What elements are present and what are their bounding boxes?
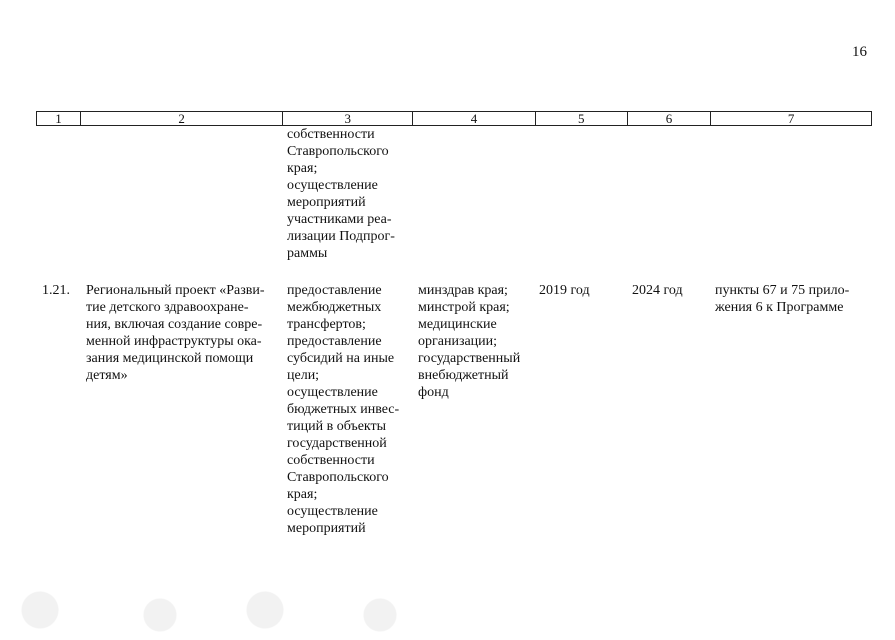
- cell-line: государственной: [287, 436, 387, 451]
- end-year: 2024 год: [632, 283, 683, 298]
- scan-noise: [0, 580, 895, 640]
- cell-line: края;: [287, 487, 318, 502]
- cell-line: пункты 67 и 75 прило-: [715, 283, 850, 298]
- executors-cell: [418, 282, 530, 401]
- cell-line: детям»: [86, 368, 128, 383]
- cell-line: предоставление: [287, 283, 382, 298]
- header-col-5: 5: [536, 112, 628, 125]
- header-col-1: 1: [37, 112, 81, 125]
- cell-line: собственности: [287, 127, 375, 142]
- header-col-2: 2: [81, 112, 284, 125]
- table-header-row: [36, 111, 872, 126]
- header-col-3: 3: [283, 112, 413, 125]
- cell-line: края;: [287, 161, 318, 176]
- cell-line: предоставление: [287, 334, 382, 349]
- cell-line: Ставропольского: [287, 470, 389, 485]
- cell-line: трансфертов;: [287, 317, 366, 332]
- cell-line: минстрой края;: [418, 300, 510, 315]
- cell-line: осуществление: [287, 178, 378, 193]
- continuation-mechanism-cell: [287, 126, 406, 262]
- cell-line: участниками реа-: [287, 212, 392, 227]
- cell-line: жения 6 к Программе: [715, 300, 844, 315]
- cell-line: бюджетных инвес-: [287, 402, 400, 417]
- cell-line: Региональный проект «Разви-: [86, 283, 265, 298]
- cell-line: медицинские: [418, 317, 497, 332]
- cell-line: тие детского здравоохране-: [86, 300, 249, 315]
- row-number: 1.21.: [42, 283, 70, 298]
- cell-line: менной инфраструктуры ока-: [86, 334, 262, 349]
- cell-line: мероприятий: [287, 521, 366, 536]
- cell-line: зания медицинской помощи: [86, 351, 254, 366]
- project-name-cell: [86, 282, 276, 384]
- cell-line: минздрав края;: [418, 283, 508, 298]
- cell-line: государственный: [418, 351, 521, 366]
- cell-line: внебюджетный: [418, 368, 509, 383]
- cell-line: осуществление: [287, 385, 378, 400]
- cell-line: Ставропольского: [287, 144, 389, 159]
- page-number: 16: [852, 44, 867, 60]
- cell-line: ния, включая создание совре-: [86, 317, 263, 332]
- cell-line: осуществление: [287, 504, 378, 519]
- cell-line: тиций в объекты: [287, 419, 387, 434]
- header-col-6: 6: [628, 112, 712, 125]
- cell-line: фонд: [418, 385, 449, 400]
- cell-line: субсидий на иные: [287, 351, 395, 366]
- mechanism-cell: [287, 282, 406, 537]
- cell-line: организации;: [418, 334, 498, 349]
- cell-line: мероприятий: [287, 195, 366, 210]
- cell-line: раммы: [287, 246, 328, 261]
- header-col-7: 7: [787, 111, 795, 126]
- cell-line: собственности: [287, 453, 375, 468]
- cell-line: межбюджетных: [287, 300, 382, 315]
- start-year: 2019 год: [539, 283, 590, 298]
- cell-line: лизации Подпрог-: [287, 229, 395, 244]
- indicators-cell: [715, 282, 865, 316]
- header-col-4: 4: [413, 112, 536, 125]
- cell-line: цели;: [287, 368, 320, 383]
